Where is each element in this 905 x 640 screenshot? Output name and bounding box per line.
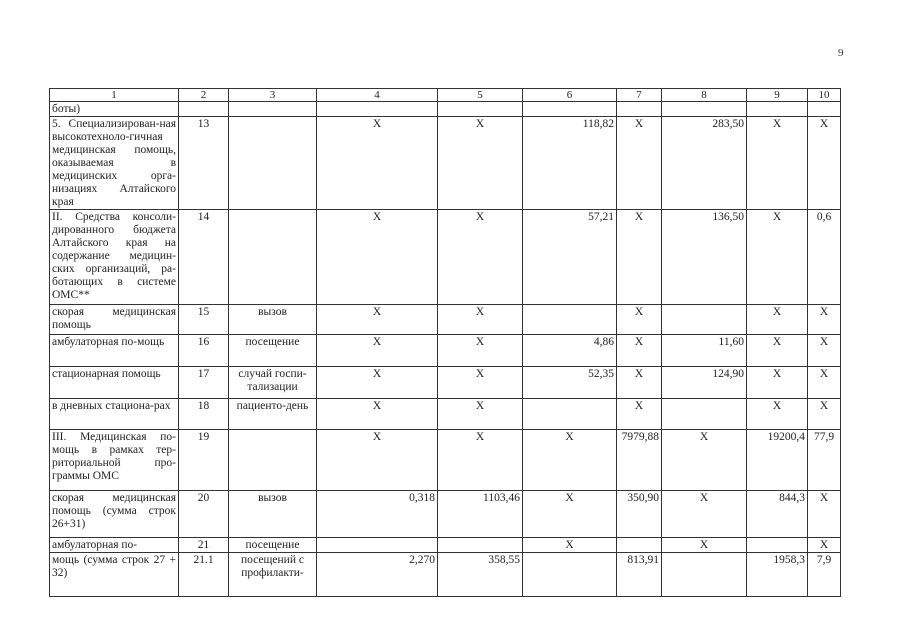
table-cell: X <box>808 399 841 430</box>
table-cell <box>317 102 438 117</box>
table-cell: X <box>438 399 523 430</box>
column-number: 9 <box>747 89 808 102</box>
table-row <box>50 430 841 491</box>
table-cell <box>523 102 617 117</box>
table-cell <box>438 102 523 117</box>
table-cell: X <box>617 305 662 335</box>
table-cell: X <box>662 491 747 538</box>
row-number: 13 <box>179 117 229 210</box>
table-cell: X <box>617 335 662 367</box>
table-cell: X <box>438 430 523 491</box>
table-header-row <box>50 89 841 102</box>
unit-cell: случай госпи-тализации <box>229 367 317 399</box>
page-number: 9 <box>838 47 844 59</box>
column-number: 1 <box>50 89 179 102</box>
table-cell: X <box>808 335 841 367</box>
table-cell: X <box>662 538 747 553</box>
unit-cell: вызов <box>229 305 317 335</box>
data-table <box>49 88 841 597</box>
unit-cell <box>229 117 317 210</box>
row-description: боты) <box>50 102 179 117</box>
table-cell: X <box>617 117 662 210</box>
row-description: II. Средства консоли-дированного бюджета Алтайского края на содержание медицин-ских организаций, ра-ботающих в системе ОМС** <box>50 210 179 305</box>
table-cell: 124,90 <box>662 367 747 399</box>
table-cell: X <box>317 335 438 367</box>
column-number: 5 <box>438 89 523 102</box>
table-cell <box>617 102 662 117</box>
table-cell: X <box>747 117 808 210</box>
table-cell: X <box>438 367 523 399</box>
table-cell: X <box>523 538 617 553</box>
row-number: 18 <box>179 399 229 430</box>
unit-cell <box>229 210 317 305</box>
row-number: 21 <box>179 538 229 553</box>
table-cell: X <box>438 210 523 305</box>
table-cell <box>662 102 747 117</box>
table-cell: X <box>317 399 438 430</box>
table-cell: X <box>808 117 841 210</box>
table-cell: X <box>747 210 808 305</box>
table-cell: 118,82 <box>523 117 617 210</box>
table-cell: 4,86 <box>523 335 617 367</box>
table-cell <box>523 305 617 335</box>
table-cell: 813,91 <box>617 553 662 597</box>
column-number: 4 <box>317 89 438 102</box>
table-cell: X <box>808 367 841 399</box>
row-number: 17 <box>179 367 229 399</box>
table-cell: 350,90 <box>617 491 662 538</box>
row-description: 5. Специализирован-ная высокотехноло-гичная медицинская помощь, оказываемая в медицинских орга-низациях Алтайского края <box>50 117 179 210</box>
table-cell: X <box>662 430 747 491</box>
row-number: 20 <box>179 491 229 538</box>
table-cell: 283,50 <box>662 117 747 210</box>
table-cell: 11,60 <box>662 335 747 367</box>
table-cell: X <box>808 491 841 538</box>
table-cell: 7979,88 <box>617 430 662 491</box>
table-cell: 1958,3 <box>747 553 808 597</box>
table-cell: 19200,4 <box>747 430 808 491</box>
table-cell <box>808 102 841 117</box>
table-row <box>50 117 841 210</box>
table-cell: 7,9 <box>808 553 841 597</box>
row-number: 15 <box>179 305 229 335</box>
row-number <box>179 102 229 117</box>
column-number: 8 <box>662 89 747 102</box>
table-cell <box>747 102 808 117</box>
row-description: амбулаторная по- <box>50 538 179 553</box>
table-cell: X <box>317 117 438 210</box>
table-row <box>50 210 841 305</box>
table-cell: X <box>317 210 438 305</box>
table-row <box>50 367 841 399</box>
table-cell: X <box>317 430 438 491</box>
table-row <box>50 102 841 117</box>
table-cell: X <box>617 210 662 305</box>
unit-cell: вызов <box>229 491 317 538</box>
unit-cell <box>229 430 317 491</box>
table-cell: 844,3 <box>747 491 808 538</box>
table-row <box>50 538 841 553</box>
table-cell: 136,50 <box>662 210 747 305</box>
table-cell <box>523 553 617 597</box>
row-description: в дневных стациона-рах <box>50 399 179 430</box>
table-cell: 2,270 <box>317 553 438 597</box>
column-number: 3 <box>229 89 317 102</box>
table-cell: X <box>317 305 438 335</box>
table-cell: 57,21 <box>523 210 617 305</box>
table-cell: X <box>747 305 808 335</box>
row-number: 16 <box>179 335 229 367</box>
table-cell: 1103,46 <box>438 491 523 538</box>
table-cell: X <box>808 538 841 553</box>
row-number: 14 <box>179 210 229 305</box>
table-cell: X <box>438 305 523 335</box>
table-cell: X <box>523 430 617 491</box>
row-description: мощь (сумма строк 27 + 32) <box>50 553 179 597</box>
row-description: стационарная помощь <box>50 367 179 399</box>
row-number: 19 <box>179 430 229 491</box>
table-cell: X <box>438 117 523 210</box>
table-cell: 0,6 <box>808 210 841 305</box>
column-number: 2 <box>179 89 229 102</box>
table-row <box>50 399 841 430</box>
table-cell: X <box>617 367 662 399</box>
table-cell: X <box>317 367 438 399</box>
column-number: 6 <box>523 89 617 102</box>
table-row <box>50 305 841 335</box>
table-cell: X <box>617 399 662 430</box>
unit-cell: посещение <box>229 538 317 553</box>
table-cell: 77,9 <box>808 430 841 491</box>
row-number: 21.1 <box>179 553 229 597</box>
table-row <box>50 335 841 367</box>
column-number: 10 <box>808 89 841 102</box>
table-cell <box>438 538 523 553</box>
table-cell: 52,35 <box>523 367 617 399</box>
row-description: III. Медицинская по-мощь в рамках тер-риториальной про-граммы ОМС <box>50 430 179 491</box>
table-cell <box>662 553 747 597</box>
table-row <box>50 491 841 538</box>
unit-cell <box>229 102 317 117</box>
unit-cell: посещение <box>229 335 317 367</box>
table-cell: X <box>747 335 808 367</box>
row-description: амбулаторная по-мощь <box>50 335 179 367</box>
table-cell <box>617 538 662 553</box>
table-cell <box>747 538 808 553</box>
table-cell: 358,55 <box>438 553 523 597</box>
unit-cell: посещений с профилакти- <box>229 553 317 597</box>
table-cell: X <box>523 491 617 538</box>
row-description: скорая медицинская помощь <box>50 305 179 335</box>
column-number: 7 <box>617 89 662 102</box>
unit-cell: пациенто-день <box>229 399 317 430</box>
table-cell <box>317 538 438 553</box>
table-cell: X <box>808 305 841 335</box>
table-cell <box>523 399 617 430</box>
table-cell: X <box>438 335 523 367</box>
table-cell: X <box>747 367 808 399</box>
table-row <box>50 553 841 597</box>
table-cell: X <box>747 399 808 430</box>
table-cell <box>662 305 747 335</box>
table-cell <box>662 399 747 430</box>
row-description: скорая медицинская помощь (сумма строк 26+31) <box>50 491 179 538</box>
table-cell: 0,318 <box>317 491 438 538</box>
